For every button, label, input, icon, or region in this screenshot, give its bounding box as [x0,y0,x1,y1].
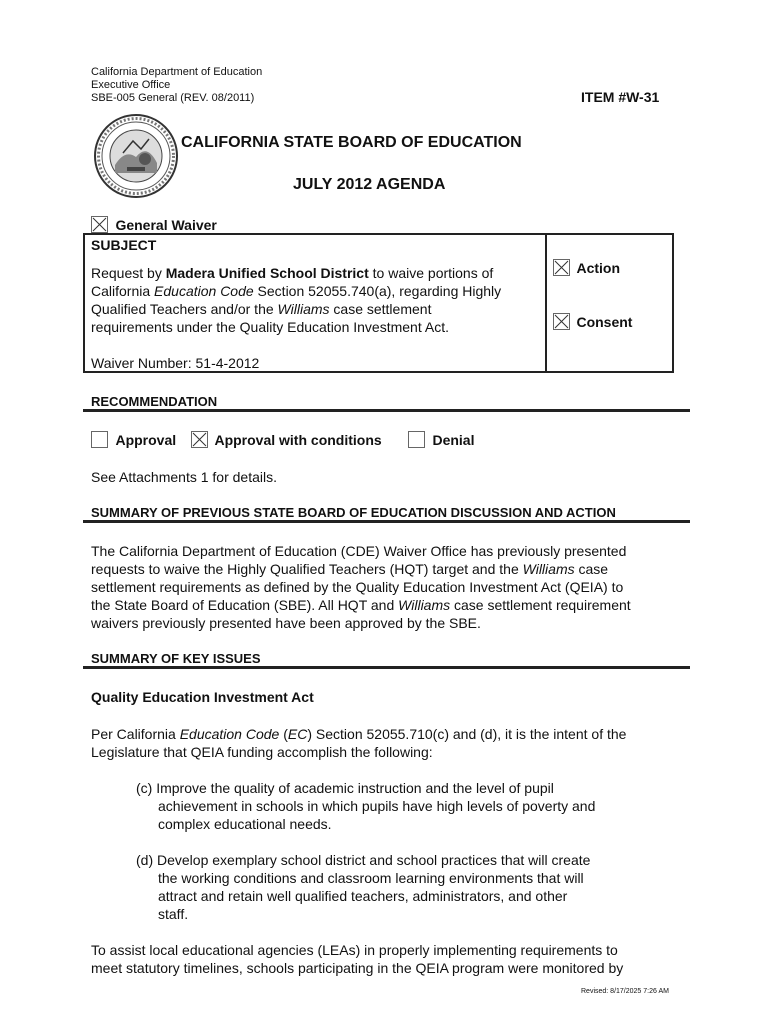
subject-divider [545,233,547,373]
denial-row [408,431,474,450]
org-name: California Department of Education [91,66,263,78]
recommendation-heading: RECOMMENDATION [91,394,218,409]
denial-label: Denial [432,432,475,448]
action-row [553,259,620,278]
approval-conditions-checkbox[interactable] [191,431,208,448]
agenda-title: JULY 2012 AGENDA [293,176,446,193]
previous-heading: SUMMARY OF PREVIOUS STATE BOARD OF EDUCATION DISCUSSION AND ACTION [91,505,616,520]
approval-conditions-row [191,431,382,450]
consent-row [553,313,632,332]
board-title: CALIFORNIA STATE BOARD OF EDUCATION [181,134,522,151]
approval-conditions-label: Approval with conditions [214,432,382,448]
x-check-icon [554,314,569,329]
consent-checkbox[interactable] [553,313,570,330]
x-check-icon [192,432,207,447]
state-seal-icon [93,113,179,199]
action-checkbox[interactable] [553,259,570,276]
action-label: Action [576,260,621,276]
approval-checkbox[interactable] [91,431,108,448]
recommendation-rule [83,409,690,412]
general-waiver-label: General Waiver [115,217,217,233]
key-issues-rule [83,666,690,669]
district-name: Madera Unified School District [165,265,369,281]
list-item-c: (c) Improve the quality of academic instruction and the level of pupil achievement in schools in which pupils have high levels of poverty and complex educational needs. [136,780,596,832]
consent-label: Consent [576,314,633,330]
key-issues-heading: SUMMARY OF KEY ISSUES [91,651,261,666]
waiver-number: Waiver Number: 51-4-2012 [91,355,260,371]
recommendation-note: See Attachments 1 for details. [91,469,277,485]
item-number: ITEM #W-31 [581,89,660,105]
x-check-icon [554,260,569,275]
approval-label: Approval [115,432,177,448]
list-item-d: (d) Develop exemplary school district and school practices that will create the working conditions and classroom learning environments that will attract and retain well qualified teachers, administrators, and other staff. [136,852,591,922]
form-number: SBE-005 General (REV. 08/2011) [91,92,255,104]
intent-paragraph: Per California Education Code (EC) Section 52055.710(c) and (d), it is the intent of the Legislature that QEIA funding accomplish the following: [91,726,627,760]
x-check-icon [92,217,107,232]
subject-heading: SUBJECT [91,237,157,253]
previous-paragraph: The California Department of Education (CDE) Waiver Office has previously presented requests to waive the Highly Qualified Teachers (HQT) target and the Williams case settlement requirements as defined by the Quality Education Investment Act (QEIA) to the State Board of Education (SBE). All HQT and Williams case settlement requirement waivers previously presented have been approved by the SBE. [91,543,631,631]
qeia-subheading: Quality Education Investment Act [91,689,314,705]
denial-checkbox[interactable] [408,431,425,448]
office-name: Executive Office [91,79,171,91]
monitoring-paragraph: To assist local educational agencies (LEAs) in properly implementing requirements to meet statutory timelines, schools participating in the QEIA program were monitored by [91,942,624,976]
previous-rule [83,520,690,523]
revised-date: Revised: 8/17/2025 7:26 AM [581,988,669,995]
approval-row [91,431,176,450]
subject-text: Request by Madera Unified School District to waive portions of California Education Code Section 52055.740(a), regarding Highly Qualified Teachers and/or the Williams case settlement requirements under the Quality Education Investment Act. [91,265,502,335]
general-waiver-checkbox[interactable] [91,216,108,233]
